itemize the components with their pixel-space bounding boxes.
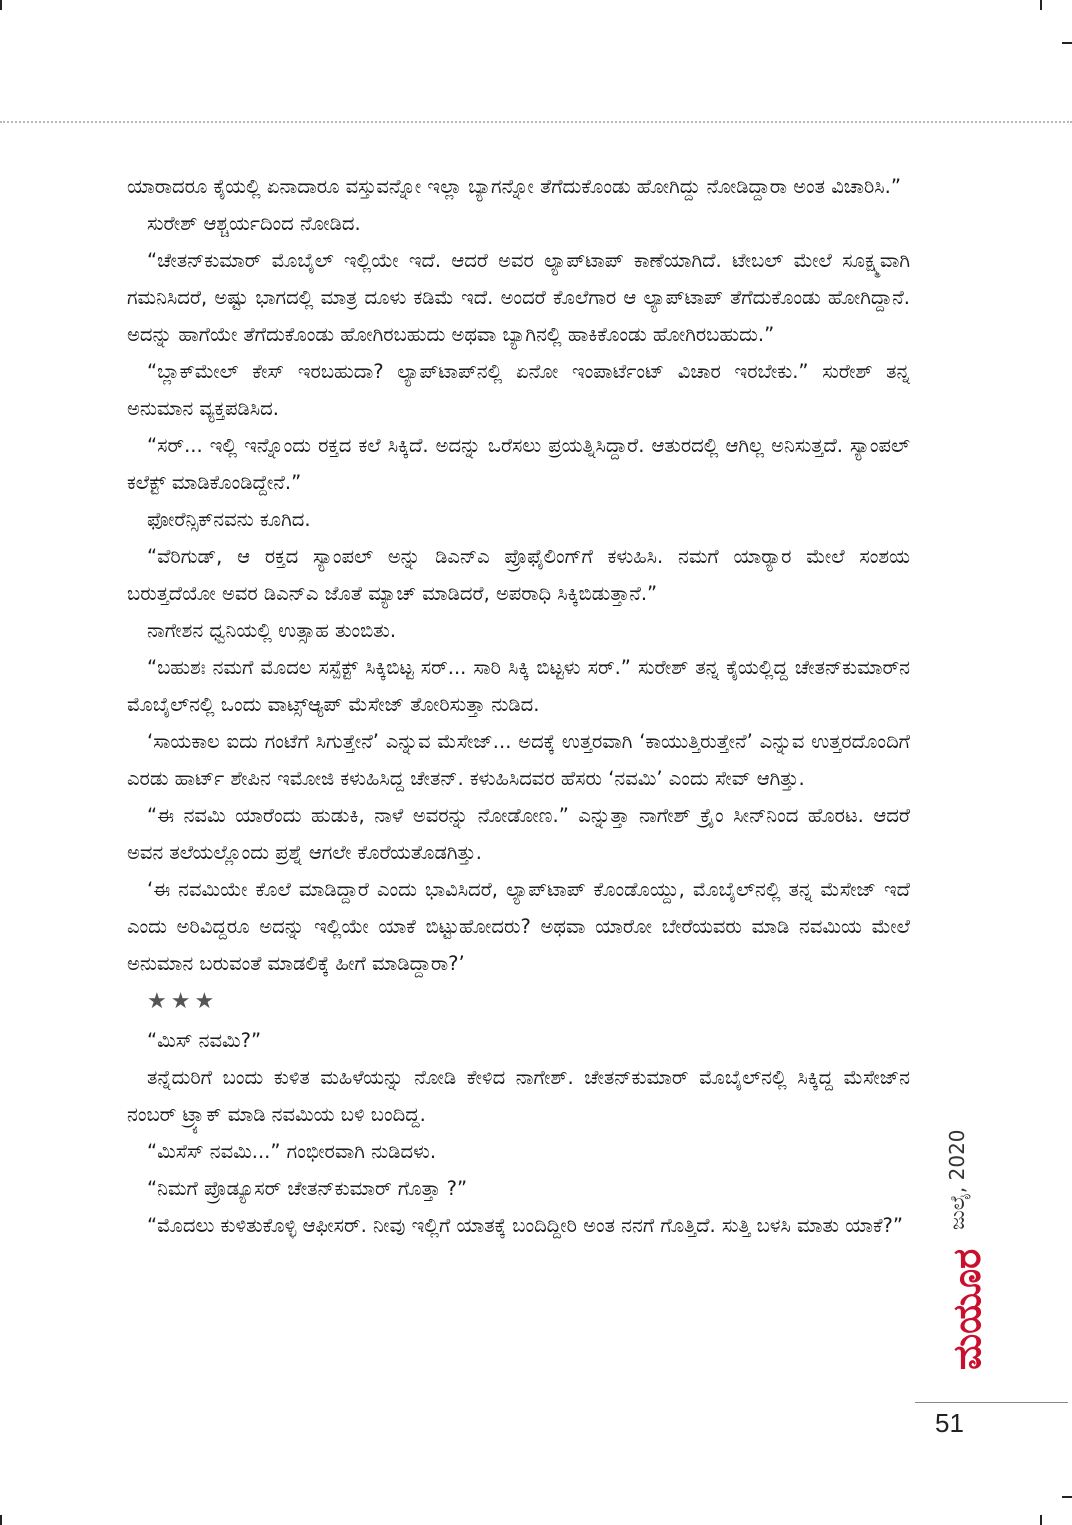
paragraph: “ವೆರಿಗುಡ್, ಆ ರಕ್ತದ ಸ್ಯಾಂಪಲ್ ಅನ್ನು ಡಿಎನ್‌ಎ ಪ್ರೊಫೈಲಿಂಗ್‌ಗೆ ಕಳುಹಿಸಿ. ನಮಗೆ ಯಾರ್‍ಯಾರ ಮೇಲೆ ಸಂಶಯ ಬರುತ್ತದೆಯೋ ಅವರ ಡಿಎನ್‌ಎ ಜೊತೆ ಮ್ಯಾಚ್ ಮಾಡಿದರೆ, ಅಪರಾಧಿ ಸಿಕ್ಕಿಬಿಡುತ್ತಾನೆ.” (127, 545, 910, 605)
paragraph: “ಮೊದಲು ಕುಳಿತುಕೊಳ್ಳಿ ಆಫೀಸರ್. ನೀವು ಇಲ್ಲಿಗೆ ಯಾತಕ್ಕೆ ಬಂದಿದ್ದೀರಿ ಅಂತ ನನಗೆ ಗೊತ್ತಿದೆ. ಸುತ್ತಿ ಬಳಸಿ ಮಾತು ಯಾಕೆ?” (147, 1214, 903, 1237)
paragraph: ‘ಸಾಯಕಾಲ ಐದು ಗಂಟೆಗೆ ಸಿಗುತ್ತೇನೆ’ ಎನ್ನುವ ಮೆಸೇಜ್... ಅದಕ್ಕೆ ಉತ್ತರವಾಗಿ ‘ಕಾಯುತ್ತಿರುತ್ತೇನೆ’ ಎನ್ನುವ ಉತ್ತರದೊಂದಿಗೆ ಎರಡು ಹಾರ್ಟ್ ಶೇಪಿನ ಇಮೋಜಿ ಕಳುಹಿಸಿದ್ದ ಚೇತನ್. ಕಳುಹಿಸಿದವರ ಹೆಸರು ‘ನವಮಿ’ ಎಂದು ಸೇವ್ ಆಗಿತ್ತು. (127, 730, 910, 790)
magazine-brand: ಮಯೂರ (945, 1248, 989, 1370)
paragraph: “ಸರ್... ಇಲ್ಲಿ ಇನ್ನೊಂದು ರಕ್ತದ ಕಲೆ ಸಿಕ್ಕಿದೆ. ಅದನ್ನು ಒರೆಸಲು ಪ್ರಯತ್ನಿಸಿದ್ದಾರೆ. ಆತುರದಲ್ಲಿ ಆಗಿಲ್ಲ ಅನಿಸುತ್ತದೆ. ಸ್ಯಾಂಪಲ್ ಕಲೆಕ್ಟ್ ಮಾಡಿಕೊಂಡಿದ್ದೇನೆ.” (127, 434, 910, 494)
paragraph: “ಮಿಸ್ ನವಮಿ?” (147, 1029, 262, 1052)
paragraph: “ನಿಮಗೆ ಪ್ರೊಡ್ಯೂಸರ್ ಚೇತನ್‌ಕುಮಾರ್ ಗೊತ್ತಾ ?” (147, 1177, 468, 1200)
header-dotted-rule (0, 121, 1072, 123)
paragraph: ಯಾರಾದರೂ ಕೈಯಲ್ಲಿ ಏನಾದಾರೂ ವಸ್ತುವನ್ನೋ ಇಲ್ಲಾ ಬ್ಯಾಗನ್ನೋ ತೆಗೆದುಕೊಂಡು ಹೋಗಿದ್ದು ನೋಡಿದ್ದಾರಾ ಅಂತ ವಿಚಾರಿಸಿ.” (127, 175, 901, 198)
paragraph: ಸುರೇಶ್ ಆಶ್ಚರ್ಯದಿಂದ ನೋಡಿದ. (147, 212, 361, 235)
paragraph: “ಚೇತನ್‌ಕುಮಾರ್ ಮೊಬೈಲ್ ಇಲ್ಲಿಯೇ ಇದೆ. ಆದರೆ ಅವರ ಲ್ಯಾಪ್‌ಟಾಪ್ ಕಾಣೆಯಾಗಿದೆ. ಟೇಬಲ್ ಮೇಲೆ ಸೂಕ್ಷ್ಮವಾಗಿ ಗಮನಿಸಿದರೆ, ಅಷ್ಟು ಭಾಗದಲ್ಲಿ ಮಾತ್ರ ದೂಳು ಕಡಿಮೆ ಇದೆ. ಅಂದರೆ ಕೊಲೆಗಾರ ಆ ಲ್ಯಾಪ್‌ಟಾಪ್ ತೆಗೆದುಕೊಂಡು ಹೋಗಿದ್ದಾನೆ. ಅದನ್ನು ಹಾಗೆಯೇ ತೆಗೆದುಕೊಂಡು ಹೋಗಿರಬಹುದು ಅಥವಾ ಬ್ಯಾಗಿನಲ್ಲಿ ಹಾಕಿಕೊಂಡು ಹೋಗಿರಬಹುದು.” (127, 249, 910, 346)
paragraph: “ಬ್ಲಾಕ್‌ಮೇಲ್ ಕೇಸ್ ಇರಬಹುದಾ? ಲ್ಯಾಪ್‌ಟಾಪ್‌ನಲ್ಲಿ ಏನೋ ಇಂಪಾರ್ಟೆಂಟ್ ವಿಚಾರ ಇರಬೇಕು.” ಸುರೇಶ್ ತನ್ನ ಅನುಮಾನ ವ್ಯಕ್ತಪಡಿಸಿದ. (127, 360, 910, 420)
crop-mark-right-bottom (1062, 1496, 1072, 1498)
paragraph: “ಮಿಸೆಸ್ ನವಮಿ...” ಗಂಭೀರವಾಗಿ ನುಡಿದಳು. (147, 1140, 437, 1163)
paragraph: ತನ್ನೆದುರಿಗೆ ಬಂದು ಕುಳಿತ ಮಹಿಳೆಯನ್ನು ನೋಡಿ ಕೇಳಿದ ನಾಗೇಶ್. ಚೇತನ್‌ಕುಮಾರ್ ಮೊಬೈಲ್‌ನಲ್ಲಿ ಸಿಕ್ಕಿದ್ದ ಮೆಸೇಜ್‌ನ ನಂಬರ್ ಟ್ರ್ಯಾಕ್ ಮಾಡಿ ನವಮಿಯ ಬಳಿ ಬಂದಿದ್ದ. (127, 1066, 910, 1126)
section-separator: ★★★ (147, 989, 219, 1014)
crop-mark-bottom-left (0, 1515, 2, 1525)
paragraph: “ಬಹುಶಃ ನಮಗೆ ಮೊದಲ ಸಸ್ಪೆಕ್ಟ್ ಸಿಕ್ಕಿಬಿಟ್ಟ ಸರ್... ಸಾರಿ ಸಿಕ್ಕಿ ಬಿಟ್ಟಳು ಸರ್.” ಸುರೇಶ್ ತನ್ನ ಕೈಯಲ್ಲಿದ್ದ ಚೇತನ್‌ಕುಮಾರ್‌ನ ಮೊಬೈಲ್‌ನಲ್ಲಿ ಒಂದು ವಾಟ್ಸ್‌ಆ್ಯಪ್ ಮೆಸೇಜ್ ತೋರಿಸುತ್ತಾ ನುಡಿದ. (127, 656, 910, 716)
paragraph: ನಾಗೇಶನ ಧ್ವನಿಯಲ್ಲಿ ಉತ್ಸಾಹ ತುಂಬಿತು. (147, 619, 397, 642)
crop-mark-bottom-right (1040, 1515, 1042, 1525)
page-number: 51 (935, 1408, 964, 1438)
paragraph: ‘ಈ ನವಮಿಯೇ ಕೊಲೆ ಮಾಡಿದ್ದಾರೆ ಎಂದು ಭಾವಿಸಿದರೆ, ಲ್ಯಾಪ್‌ಟಾಪ್ ಕೊಂಡೊಯ್ದು, ಮೊಬೈಲ್‌ನಲ್ಲಿ ತನ್ನ ಮೆಸೇಜ್ ಇದೆ ಎಂದು ಅರಿವಿದ್ದರೂ ಅದನ್ನು ಇಲ್ಲಿಯೇ ಯಾಕೆ ಬಿಟ್ಟುಹೋದರು? ಅಥವಾ ಯಾರೋ ಬೇರೆಯವರು ಮಾಡಿ ನವಮಿಯ ಮೇಲೆ ಅನುಮಾನ ಬರುವಂತೆ ಮಾಡಲಿಕ್ಕೆ ಹೀಗೆ ಮಾಡಿದ್ದಾರಾ?’ (127, 878, 910, 975)
paragraph: ಫೋರೆನ್ಸಿಕ್‌ನವನು ಕೂಗಿದ. (147, 508, 311, 531)
issue-date: ಜುಲೈ, 2020 (945, 1129, 969, 1230)
magazine-sidebar (900, 1110, 990, 1400)
crop-mark-top-right (1040, 0, 1042, 10)
paragraph: “ಈ ನವಮಿ ಯಾರೆಂದು ಹುಡುಕಿ, ನಾಳೆ ಅವರನ್ನು ನೋಡೋಣ.” ಎನ್ನುತ್ತಾ ನಾಗೇಶ್ ಕ್ರೈಂ ಸೀನ್‌ನಿಂದ ಹೊರಟ. ಆದರೆ ಅವನ ತಲೆಯಲ್ಲೊಂದು ಪ್ರಶ್ನೆ ಆಗಲೇ ಕೊರೆಯತೊಡಗಿತ್ತು. (127, 804, 910, 864)
crop-mark-top-left (0, 0, 2, 10)
article-body (127, 168, 910, 1244)
crop-mark-right-top (1062, 42, 1072, 44)
footer-rule (915, 1402, 1068, 1403)
